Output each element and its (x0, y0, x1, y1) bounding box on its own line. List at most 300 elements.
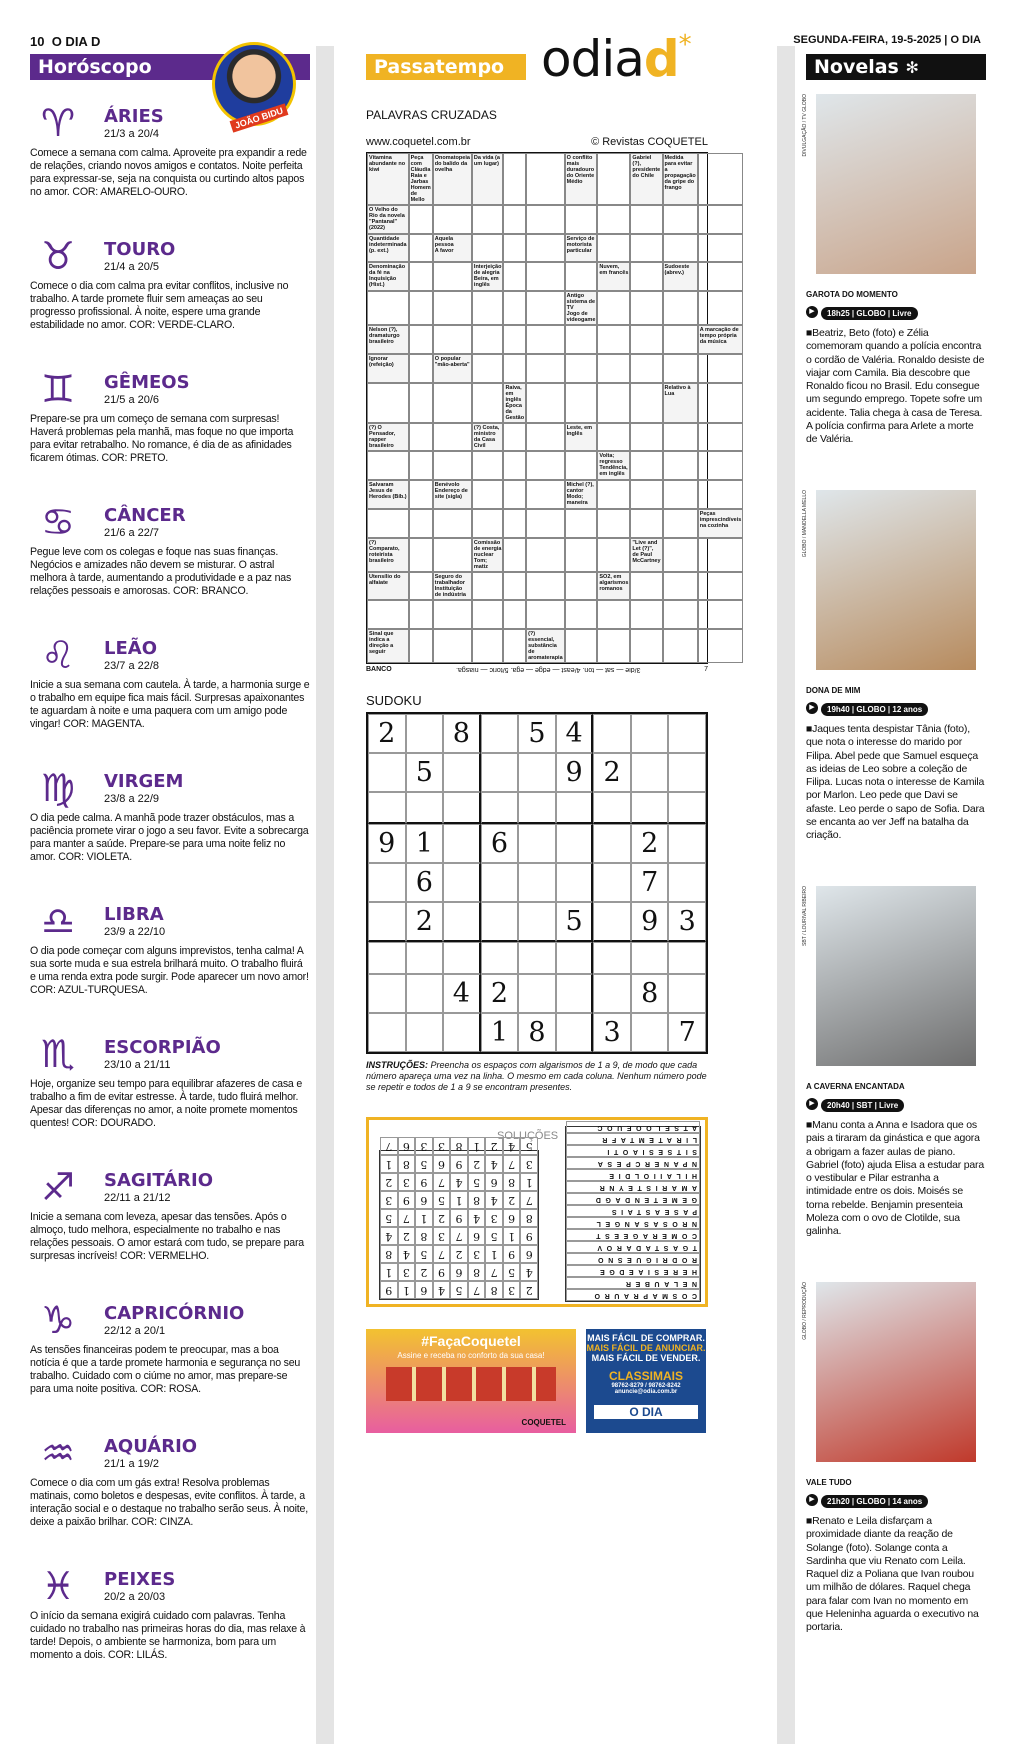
crossword-cell[interactable] (526, 262, 565, 291)
sudoku-cell[interactable] (481, 902, 519, 942)
crossword-clue (472, 423, 504, 452)
novela-synopsis: ■Manu conta a Anna e Isadora que os pais a tiraram da ginástica e que agora a obrigam a fazer aulas de piano. Gabriel (foto) ajuda Elisa a estudar para o vestibular e Pilar estranha a intimidade entre os dois. Moisés se torna rebelde. Benjamin presenteia Moleza com o ovo de Clotilde, sua galinha. (806, 1119, 984, 1238)
crossword-cell[interactable] (433, 383, 472, 423)
crossword-cell[interactable] (526, 572, 565, 601)
solution-cell: 6 (485, 1173, 503, 1191)
capricorn-icon: ♑ (40, 1298, 76, 1342)
sudoku-cell[interactable] (368, 942, 406, 974)
solution-cell: 6 (450, 1263, 468, 1281)
clue-text: Modo; maneira (566, 494, 588, 507)
crossword-cell[interactable] (503, 538, 526, 572)
crossword-cell[interactable] (630, 451, 662, 480)
crossword-cell[interactable] (630, 629, 662, 663)
sudoku-cell[interactable] (556, 863, 594, 902)
crossword-cell[interactable] (433, 451, 472, 480)
asterisk-icon: ✻ (905, 58, 919, 77)
sudoku-cell[interactable] (406, 1013, 444, 1052)
crossword-cell[interactable] (597, 600, 630, 629)
sign-forecast: O início da semana exigirá cuidado com palavras. Tenha cuidado no trabalho nas primeiras horas do dia, mas relaxe à tarde! Depois, o ambiente se harmoniza, bom para um momento a dois. COR: LILÁS. (30, 1610, 306, 1661)
crossword-cell[interactable] (565, 509, 598, 538)
sudoku-cell[interactable] (668, 753, 706, 792)
sudoku-cell[interactable] (631, 942, 669, 974)
crossword-cell[interactable] (503, 291, 526, 325)
solution-cell: 1 (450, 1191, 468, 1209)
crossword-cell[interactable] (409, 205, 433, 234)
solution-cell: 3 (503, 1281, 521, 1299)
sudoku-cell[interactable] (593, 824, 631, 863)
solution-cell: 3 (398, 1263, 416, 1281)
crossword-cell[interactable] (630, 423, 662, 452)
crossword-cell[interactable] (698, 451, 744, 480)
horoscope-section (30, 54, 310, 1744)
crossword-clue (472, 262, 504, 291)
sudoku-cell[interactable] (443, 902, 481, 942)
clue-text: Peças imprescindíveis na cozinha (699, 510, 742, 529)
crossword-cell[interactable] (565, 629, 598, 663)
sudoku-cell[interactable] (668, 974, 706, 1013)
solution-cell: 4 (503, 1137, 521, 1155)
crossword-cell[interactable] (472, 205, 504, 234)
crossword-cell[interactable] (433, 262, 472, 291)
crossword-cell[interactable] (630, 572, 662, 601)
clue-text: Utensílio do alfaiate (369, 573, 401, 586)
clue-text: A marcação de tempo própria da música (699, 327, 739, 346)
clue-text: Serviço de motorista particular (566, 235, 595, 254)
crossword-cell[interactable] (409, 572, 433, 601)
crossword-cell[interactable] (409, 423, 433, 452)
crossword-cell[interactable] (526, 234, 565, 263)
crossword-cell[interactable] (433, 423, 472, 452)
sudoku-cell[interactable] (668, 792, 706, 824)
crossword-cell[interactable] (503, 234, 526, 263)
play-icon: ▶ (806, 306, 818, 318)
crossword-cell[interactable] (503, 629, 526, 663)
crossword-cell[interactable] (698, 538, 744, 572)
solution-row: HILAIIOLDIE (566, 1169, 700, 1181)
crossword-cell[interactable] (503, 205, 526, 234)
crossword-cell[interactable] (597, 291, 630, 325)
solution-cell: 9 (450, 1155, 468, 1173)
crossword-cell[interactable] (663, 234, 698, 263)
sudoku-cell: 7 (631, 863, 669, 902)
classi-brand: CLASSIMAIS (608, 1369, 683, 1383)
clue-text: Relativo à Lua (664, 384, 691, 397)
solution-cell: 3 (520, 1155, 538, 1173)
solution-cell: 2 (520, 1281, 538, 1299)
page-date: SEGUNDA-FEIRA, 19-5-2025 (793, 34, 942, 46)
sudoku-cell[interactable] (593, 792, 631, 824)
solution-cell: 3 (468, 1245, 486, 1263)
crossword-cell[interactable] (409, 509, 433, 538)
crossword-cell[interactable] (526, 451, 565, 480)
solution-row: NELAUBER (566, 1277, 700, 1289)
sudoku-cell: 3 (668, 902, 706, 942)
solution-row: LIRATEMTAFR (566, 1133, 700, 1145)
clue-text: Instituição de indústria (434, 585, 466, 598)
crossword-cell[interactable] (472, 383, 504, 423)
crossword-cell[interactable] (663, 325, 698, 354)
crossword-cell[interactable] (409, 538, 433, 572)
sudoku-cell[interactable] (631, 792, 669, 824)
crossword-clue (565, 423, 598, 452)
crossword-cell[interactable] (472, 234, 504, 263)
solution-cell: 2 (503, 1191, 521, 1209)
crossword-cell[interactable] (597, 509, 630, 538)
sudoku-cell[interactable] (593, 974, 631, 1013)
crossword-cell[interactable] (663, 354, 698, 383)
crossword-cell[interactable] (526, 423, 565, 452)
crossword-cell[interactable] (630, 205, 662, 234)
solution-row: RODRIGUESNO (566, 1253, 700, 1265)
crossword-cell[interactable] (409, 451, 433, 480)
sudoku-cell[interactable] (593, 902, 631, 942)
solution-cell: 4 (450, 1173, 468, 1191)
solution-cell: 8 (485, 1281, 503, 1299)
coquetel-ad[interactable] (366, 1329, 576, 1433)
page-number: 10 (30, 34, 45, 49)
solution-cell: 8 (520, 1209, 538, 1227)
crossword-cell[interactable] (503, 480, 526, 509)
crossword-cell[interactable] (698, 383, 744, 423)
sign-name: CÂNCER (104, 505, 186, 526)
crossword-cell[interactable] (565, 354, 598, 383)
sudoku-cell[interactable] (668, 942, 706, 974)
crossword-cell[interactable] (409, 629, 433, 663)
sudoku-cell[interactable] (518, 974, 556, 1013)
crossword-cell[interactable] (630, 480, 662, 509)
sudoku-cell: 7 (668, 1013, 706, 1052)
crossword-cell[interactable] (565, 325, 598, 354)
crossword-clue (472, 153, 504, 205)
sign-dates: 20/2 a 20/03 (104, 1591, 166, 1603)
crossword-cell[interactable] (409, 600, 433, 629)
crossword-cell[interactable] (433, 509, 472, 538)
clue-text: Nelson (?), dramaturgo brasileiro (369, 327, 400, 346)
sudoku-cell[interactable] (406, 974, 444, 1013)
solution-cell: 5 (485, 1227, 503, 1245)
solution-cell: 6 (415, 1281, 433, 1299)
page-folio (30, 34, 100, 49)
clue-text: SO2, em algarismos romanos (599, 573, 629, 592)
solution-cell: 2 (380, 1173, 398, 1191)
crossword-cell[interactable] (472, 451, 504, 480)
crossword-cell[interactable] (630, 291, 662, 325)
crossword-cell[interactable] (565, 205, 598, 234)
clue-text: Tendência, em inglês (599, 465, 628, 478)
crossword-clue (698, 509, 744, 538)
crossword-cell[interactable] (503, 262, 526, 291)
sudoku-cell[interactable] (481, 792, 519, 824)
sudoku-cell[interactable] (556, 942, 594, 974)
crossword-cell[interactable] (367, 291, 409, 325)
sudoku-cell[interactable] (368, 863, 406, 902)
sudoku-cell[interactable] (593, 942, 631, 974)
sudoku-cell: 5 (406, 753, 444, 792)
crossword-cell[interactable] (367, 509, 409, 538)
solution-cell: 6 (398, 1137, 416, 1155)
crossword-cell[interactable] (503, 153, 526, 205)
sudoku-cell[interactable] (631, 714, 669, 753)
crossword-cell[interactable] (698, 205, 744, 234)
crossword-cell[interactable] (526, 600, 565, 629)
sudoku-cell[interactable] (368, 902, 406, 942)
crossword-cell[interactable] (409, 480, 433, 509)
crossword-cell[interactable] (433, 291, 472, 325)
solution-cell: 7 (433, 1173, 451, 1191)
sudoku-cell[interactable] (443, 792, 481, 824)
crossword-cell[interactable] (409, 325, 433, 354)
sign-entry (30, 94, 310, 227)
crossword-cell[interactable] (472, 629, 504, 663)
crossword-cell[interactable] (503, 451, 526, 480)
crossword-cell[interactable] (433, 205, 472, 234)
crossword-cell[interactable] (698, 423, 744, 452)
crossword-cell[interactable] (409, 291, 433, 325)
sudoku-cell[interactable] (631, 753, 669, 792)
crossword-cell[interactable] (472, 509, 504, 538)
crossword-clue (367, 262, 409, 291)
sign-forecast: Comece a semana com calma. Aproveite pra expandir a rede de relações, criando novos amigos e contatos. Noite perfeita para expressar-se, seja na conquista ou curtindo altos papos no amor. COR: AMARELO-OURO. (30, 147, 307, 198)
sudoku-cell[interactable] (668, 863, 706, 902)
crossword-clue (367, 480, 409, 509)
solution-cell: 7 (398, 1209, 416, 1227)
sudoku-cell[interactable] (593, 714, 631, 753)
crossword-cell[interactable] (526, 538, 565, 572)
crossword-cell[interactable] (526, 509, 565, 538)
crossword-cell[interactable] (565, 538, 598, 572)
crossword-cell[interactable] (597, 354, 630, 383)
solution-cell: 5 (450, 1281, 468, 1299)
crossword-cell[interactable] (409, 383, 433, 423)
solution-cell: 4 (485, 1155, 503, 1173)
solution-cell: 3 (415, 1137, 433, 1155)
crossword-cell[interactable] (630, 354, 662, 383)
novelas-list (802, 94, 986, 1678)
sudoku-cell[interactable] (518, 942, 556, 974)
solution-row: HERESIAEDGE (566, 1265, 700, 1277)
crossword-cell[interactable] (526, 153, 565, 205)
crossword-cell[interactable] (597, 153, 630, 205)
crossword-cell[interactable] (597, 629, 630, 663)
crossword-cell[interactable] (503, 423, 526, 452)
crossword-clue (565, 234, 598, 263)
crossword-cell[interactable] (526, 383, 565, 423)
crossword-cell[interactable] (565, 451, 598, 480)
sudoku-cell[interactable] (368, 1013, 406, 1052)
classimais-ad[interactable] (586, 1329, 706, 1433)
crossword-cell[interactable] (433, 600, 472, 629)
crossword-cell[interactable] (597, 423, 630, 452)
sudoku-cell[interactable] (668, 824, 706, 863)
crossword-cell[interactable] (663, 205, 698, 234)
crossword-cell[interactable] (597, 538, 630, 572)
crossword-cell[interactable] (472, 480, 504, 509)
solution-cell: 8 (415, 1227, 433, 1245)
crossword-cell[interactable] (472, 572, 504, 601)
clue-text: Michel (?), cantor (566, 482, 594, 495)
crossword-cell[interactable] (698, 234, 744, 263)
sign-forecast: Comece o dia com um gás extra! Resolva problemas matinais, como boletos e despesas, evite conflitos. À tarde, a interação social e o destaque no trabalho serão seus. À noite, deixe a paixão brilhar. COR: CINZA. (30, 1477, 308, 1528)
crossword-cell[interactable] (565, 383, 598, 423)
sudoku-cell: 1 (406, 824, 444, 863)
crossword-cell[interactable] (630, 262, 662, 291)
sign-forecast: As tensões financeiras podem te preocupar, mas a boa notícia é que a tarde promete harmonia e segurança no seu trabalho. Cuidado com o ciúme no amor, mas prepare-se para uma noite positiva. COR: ROSA. (30, 1344, 301, 1395)
crossword-cell[interactable] (565, 262, 598, 291)
solution-cell: 1 (503, 1227, 521, 1245)
crossword-cell[interactable] (526, 354, 565, 383)
sudoku-cell[interactable] (368, 753, 406, 792)
sudoku-cell[interactable] (481, 942, 519, 974)
scorpio-icon: ♏ (40, 1032, 76, 1076)
crossword-cell[interactable] (698, 600, 744, 629)
crossword-cell[interactable] (663, 423, 698, 452)
solution-row: GEMETENDAGD (566, 1193, 700, 1205)
sudoku-cell[interactable] (631, 1013, 669, 1052)
crossword-cell[interactable] (663, 572, 698, 601)
crossword-cell[interactable] (663, 600, 698, 629)
photo-credit: GLOBO / MANOELLA MELLO (802, 490, 808, 558)
solution-cell: 3 (398, 1173, 416, 1191)
crossword-cell[interactable] (597, 480, 630, 509)
clue-text: Raiva, em inglês (505, 384, 522, 403)
classi-line-1: MAIS FÁCIL DE COMPRAR. (587, 1333, 705, 1343)
crossword-cell[interactable] (565, 600, 598, 629)
sudoku-cell[interactable] (518, 792, 556, 824)
crossword-cell[interactable] (597, 205, 630, 234)
sudoku-cell[interactable] (368, 792, 406, 824)
crossword-cell[interactable] (409, 354, 433, 383)
crossword-cell[interactable] (409, 262, 433, 291)
sign-entry (30, 1557, 310, 1690)
sudoku-cell[interactable] (481, 753, 519, 792)
solution-cell: 9 (398, 1191, 416, 1209)
crossword-cell[interactable] (698, 354, 744, 383)
crossword-clue (565, 153, 598, 205)
sudoku-cell[interactable] (443, 1013, 481, 1052)
crossword-cell[interactable] (433, 325, 472, 354)
crossword-cell[interactable] (503, 600, 526, 629)
crossword-cell[interactable] (472, 291, 504, 325)
sign-dates: 21/3 a 20/4 (104, 128, 160, 140)
crossword-cell[interactable] (663, 480, 698, 509)
crossword-cell[interactable] (472, 600, 504, 629)
crossword-cell[interactable] (503, 354, 526, 383)
solution-cell: 4 (468, 1209, 486, 1227)
crossword-cell[interactable] (597, 383, 630, 423)
sign-dates: 21/6 a 22/7 (104, 527, 160, 539)
crossword-cell[interactable] (472, 354, 504, 383)
sudoku-cell[interactable] (443, 824, 481, 863)
sudoku-cell[interactable] (406, 942, 444, 974)
sudoku-cell[interactable] (443, 863, 481, 902)
crossword-cell[interactable] (565, 572, 598, 601)
crossword-cell[interactable] (663, 509, 698, 538)
crossword-cell[interactable] (698, 291, 744, 325)
crossword-clue (565, 291, 598, 325)
crossword-cell[interactable] (698, 572, 744, 601)
solution-cell: 6 (468, 1227, 486, 1245)
solution-cell: 3 (433, 1137, 451, 1155)
sudoku-cell[interactable] (556, 974, 594, 1013)
crossword-cell[interactable] (433, 538, 472, 572)
crossword-cell[interactable] (409, 234, 433, 263)
crossword-cell[interactable] (526, 205, 565, 234)
crossword-cell[interactable] (503, 572, 526, 601)
sudoku-cell[interactable] (668, 714, 706, 753)
play-icon: ▶ (806, 1494, 818, 1506)
sudoku-cell[interactable] (406, 792, 444, 824)
photo-credit: DIVULGAÇÃO / TV GLOBO (802, 94, 808, 157)
crossword-cell[interactable] (630, 383, 662, 423)
crossword-cell[interactable] (503, 325, 526, 354)
crossword-cell[interactable] (630, 509, 662, 538)
crossword-cell[interactable] (526, 480, 565, 509)
sudoku-cell[interactable] (443, 942, 481, 974)
paper-short: O DIA (950, 34, 981, 46)
sudoku-cell[interactable] (518, 824, 556, 863)
sudoku-cell[interactable] (518, 753, 556, 792)
solution-cell: 3 (433, 1227, 451, 1245)
crossword-cell[interactable] (698, 629, 744, 663)
sudoku-cell[interactable] (556, 792, 594, 824)
crossword-cell[interactable] (698, 480, 744, 509)
sudoku-cell[interactable] (368, 974, 406, 1013)
novela-slot: 21h20 | GLOBO | 14 anos (821, 1495, 928, 1508)
crossword-cell[interactable] (663, 629, 698, 663)
sudoku-cell[interactable] (406, 714, 444, 753)
crossword-cell[interactable] (630, 234, 662, 263)
crossword-cell[interactable] (367, 451, 409, 480)
solution-cell: 7 (503, 1155, 521, 1173)
crossword-cell[interactable] (663, 451, 698, 480)
sudoku-grid (366, 712, 708, 1054)
sudoku-cell[interactable] (556, 824, 594, 863)
solution-cell: 8 (380, 1245, 398, 1263)
crossword-cell[interactable] (630, 600, 662, 629)
crossword-cell[interactable] (698, 153, 744, 205)
crossword-cell[interactable] (472, 325, 504, 354)
crossword-cell[interactable] (663, 538, 698, 572)
crossword-cell[interactable] (367, 383, 409, 423)
sudoku-cell[interactable] (518, 863, 556, 902)
crossword-cell[interactable] (503, 509, 526, 538)
sudoku-cell[interactable] (518, 902, 556, 942)
crossword-cell[interactable] (367, 600, 409, 629)
sudoku-cell[interactable] (593, 863, 631, 902)
sudoku-cell[interactable] (481, 714, 519, 753)
crossword-clue (663, 153, 698, 205)
crossword-cell[interactable] (526, 325, 565, 354)
crossword-cell[interactable] (597, 234, 630, 263)
crossword-cell[interactable] (597, 325, 630, 354)
novela-entry (802, 490, 986, 886)
crossword-cell[interactable] (526, 291, 565, 325)
crossword-cell[interactable] (663, 291, 698, 325)
sudoku-cell[interactable] (443, 753, 481, 792)
sudoku-cell[interactable] (481, 863, 519, 902)
solutions-box (366, 1117, 708, 1307)
sudoku-cell[interactable] (556, 1013, 594, 1052)
clue-text: Leste, em inglês (566, 424, 593, 437)
play-icon: ▶ (806, 1098, 818, 1110)
sign-entry (30, 1424, 310, 1557)
crossword-cell[interactable] (433, 629, 472, 663)
solution-cell: 8 (468, 1263, 486, 1281)
crossword-cell[interactable] (698, 262, 744, 291)
novela-synopsis: ■Beatriz, Beto (foto) e Zélia comemoram quando a polícia encontra o cordão de Valéria. Ronaldo desiste de viajar com Camila. Bia descobre que Ronaldo ficou no Brasil. Edu consegue um segundo emprego. Topete sofre um acidente. Talia chega à casa de Teresa. A polícia confirma para Arlete a morte de Valéria. (806, 327, 985, 446)
crossword-cell[interactable] (630, 325, 662, 354)
sudoku-cell: 8 (518, 1013, 556, 1052)
